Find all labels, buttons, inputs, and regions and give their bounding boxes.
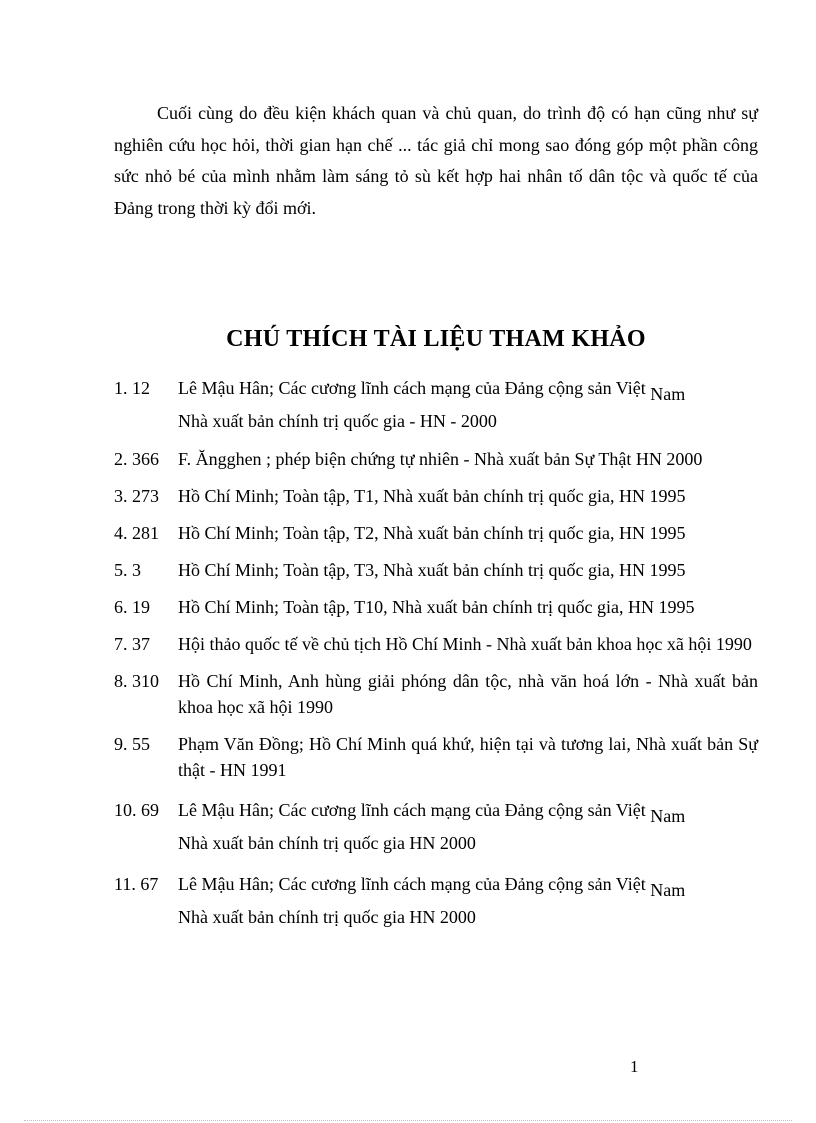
reference-text: Hội thảo quốc tế về chủ tịch Hồ Chí Minh - Nhà xuất bản khoa học xã hội 1990 — [178, 634, 752, 654]
reference-list — [114, 372, 758, 942]
reference-text — [178, 794, 758, 860]
reference-text: F. Ăngghen ; phép biện chứng tự nhiên - Nhà xuất bản Sự Thật HN 2000 — [178, 449, 703, 469]
reference-number: 1. 12 — [114, 378, 150, 398]
reference-text: Hồ Chí Minh, Anh hùng giải phóng dân tộc, nhà văn hoá lớn - Nhà xuất bản khoa học xã hội 1990 — [178, 671, 758, 717]
reference-line: Nhà xuất bản chính trị quốc gia - HN - 2000 — [178, 411, 497, 431]
reference-line: Lê Mậu Hân; Các cương lĩnh cách mạng của Đảng cộng sản Việt — [178, 800, 646, 820]
reference-text: Hồ Chí Minh; Toàn tập, T1, Nhà xuất bản chính trị quốc gia, HN 1995 — [178, 486, 686, 506]
reference-number: 6. 19 — [114, 597, 150, 617]
reference-item — [114, 594, 758, 620]
reference-item — [114, 483, 758, 509]
reference-number: 9. 55 — [114, 734, 150, 754]
page-number: 1 — [630, 1057, 639, 1076]
reference-number: 8. 310 — [114, 671, 159, 691]
reference-number: 4. 281 — [114, 523, 159, 543]
reference-text: Hồ Chí Minh; Toàn tập, T10, Nhà xuất bản chính trị quốc gia, HN 1995 — [178, 597, 695, 617]
reference-item — [114, 794, 758, 860]
reference-item — [114, 520, 758, 546]
reference-text — [178, 372, 758, 438]
reference-number: 11. 67 — [114, 874, 159, 894]
reference-item — [114, 868, 758, 934]
reference-item — [114, 731, 758, 783]
reference-text: Hồ Chí Minh; Toàn tập, T2, Nhà xuất bản chính trị quốc gia, HN 1995 — [178, 523, 686, 543]
reference-word: Nam — [650, 806, 686, 826]
reference-text — [178, 868, 758, 934]
reference-number: 2. 366 — [114, 449, 159, 469]
reference-number: 5. 3 — [114, 560, 141, 580]
reference-item — [114, 446, 758, 472]
reference-word: Nam — [650, 880, 686, 900]
reference-number: 7. 37 — [114, 634, 150, 654]
reference-text: Hồ Chí Minh; Toàn tập, T3, Nhà xuất bản chính trị quốc gia, HN 1995 — [178, 560, 686, 580]
reference-line: Nhà xuất bản chính trị quốc gia HN 2000 — [178, 907, 476, 927]
reference-item — [114, 631, 758, 657]
reference-text: Phạm Văn Đồng; Hồ Chí Minh quá khứ, hiện tại và tương lai, Nhà xuất bản Sự thật - HN 1991 — [178, 734, 758, 780]
reference-line: Lê Mậu Hân; Các cương lĩnh cách mạng của Đảng cộng sản Việt — [178, 378, 646, 398]
reference-number: 3. 273 — [114, 486, 159, 506]
intro-paragraph: Cuối cùng do đều kiện khách quan và chủ quan, do trình độ có hạn cũng như sự nghiên cứu học hỏi, thời gian hạn chế ... tác giả chỉ mong sao đóng góp một phần công sức nhỏ bé của mình nhằm làm sáng tỏ sù kết hợp hai nhân tố dân tộc và quốc tế của Đảng trong thời kỳ đổi mới. — [114, 103, 758, 218]
page-bottom-divider — [24, 1120, 792, 1121]
references-heading: CHÚ THÍCH TÀI LIỆU THAM KHẢO — [226, 326, 646, 352]
reference-item — [114, 372, 758, 438]
reference-line: Lê Mậu Hân; Các cương lĩnh cách mạng của Đảng cộng sản Việt — [178, 874, 646, 894]
reference-word: Nam — [650, 384, 686, 404]
reference-item — [114, 668, 758, 720]
reference-line: Nhà xuất bản chính trị quốc gia HN 2000 — [178, 833, 476, 853]
reference-item — [114, 557, 758, 583]
reference-number: 10. 69 — [114, 800, 159, 820]
